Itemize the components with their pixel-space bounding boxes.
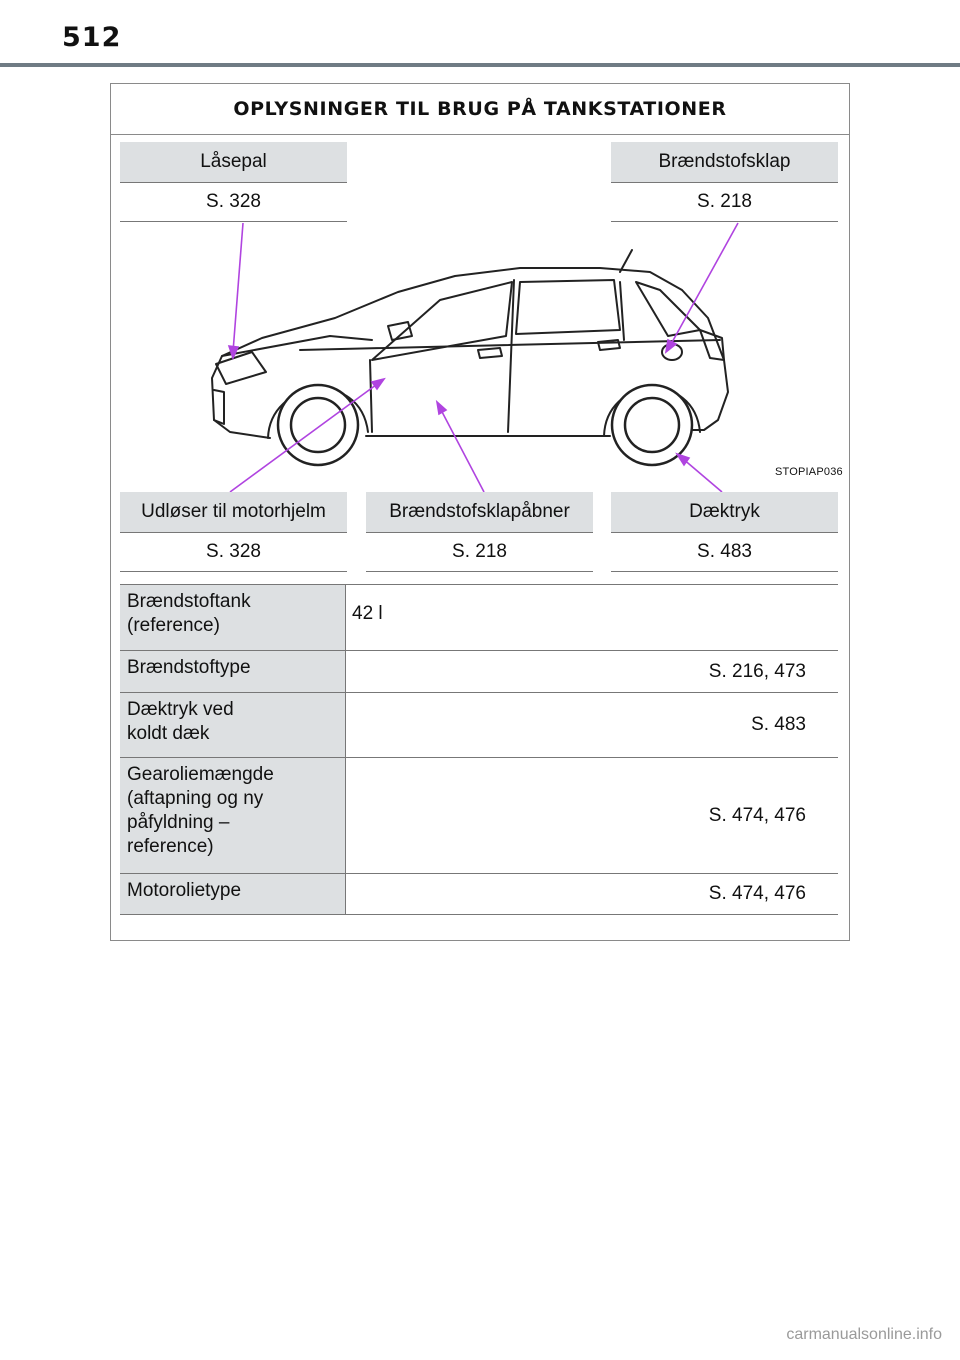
page-reference: S. 328 — [120, 533, 347, 572]
spec-key: Brændstoftype — [120, 651, 346, 692]
page-reference: S. 328 — [120, 183, 347, 222]
page-number: 512 — [62, 22, 122, 53]
spec-value: S. 474, 476 — [708, 804, 806, 826]
section-title: OPLYSNINGER TIL BRUG PÅ TANKSTATIONER — [111, 84, 849, 135]
callout-label: Låsepal — [120, 142, 347, 183]
spec-value: S. 216, 473 — [708, 660, 806, 682]
page-reference: S. 218 — [611, 183, 838, 222]
callout-hood-release — [120, 492, 347, 572]
page-reference: S. 218 — [366, 533, 593, 572]
spec-key: Motorolietype — [120, 874, 346, 914]
watermark: carmanualsonline.info — [786, 1326, 942, 1343]
callout-fuel-door-opener — [366, 492, 593, 572]
figure-code: STOPIAP036 — [775, 466, 843, 478]
spec-key: Brændstoftank (reference) — [120, 585, 346, 650]
callout-label: Brændstofsklapåbner — [366, 492, 593, 533]
callout-label: Dæktryk — [611, 492, 838, 533]
page-reference: S. 483 — [611, 533, 838, 572]
table-row — [120, 651, 838, 693]
callout-tire-pressure — [611, 492, 838, 572]
table-row — [120, 585, 838, 651]
spec-key: Dæktryk ved koldt dæk — [120, 693, 346, 757]
spec-value: S. 474, 476 — [708, 883, 806, 904]
spec-value: S. 483 — [751, 714, 806, 735]
spec-value: 42 l — [352, 603, 383, 624]
table-row — [120, 758, 838, 874]
table-row — [120, 693, 838, 758]
table-row — [120, 874, 838, 915]
spec-key: Gearoliemængde (aftapning og ny påfyldning – reference) — [120, 758, 346, 873]
spec-table — [120, 584, 838, 915]
callout-label: Udløser til motorhjelm — [120, 492, 347, 533]
callout-label: Brændstofsklap — [611, 142, 838, 183]
